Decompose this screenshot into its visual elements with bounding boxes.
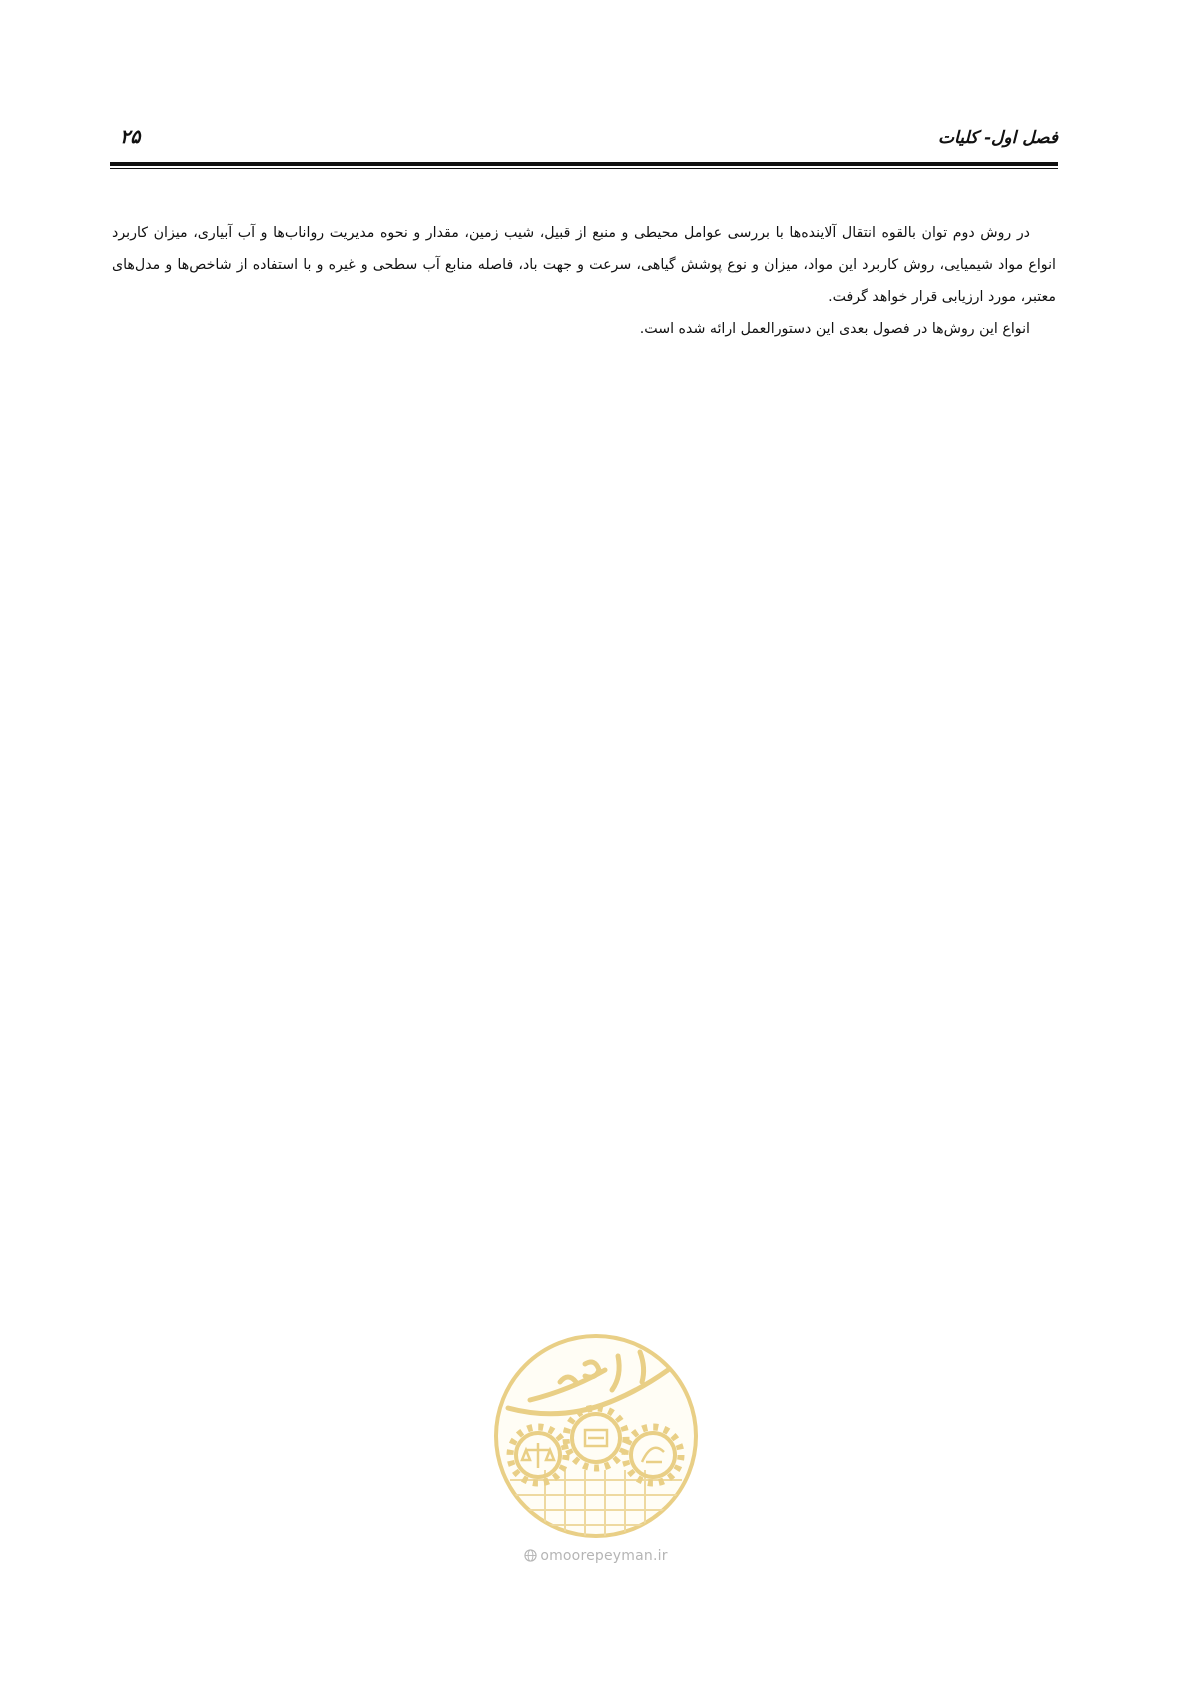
body-text — [112, 217, 1056, 345]
header-rule-thin — [110, 168, 1058, 169]
paragraph: انواع این روش‌ها در فصول بعدی این دستورالعمل ارائه شده است. — [639, 321, 1030, 337]
watermark-logo — [490, 1330, 702, 1542]
page-number: ۲۵ — [120, 126, 141, 148]
chapter-title: فصل اول- کلیات — [938, 128, 1058, 148]
globe-icon — [524, 1549, 537, 1562]
watermark-url — [486, 1548, 706, 1564]
running-header — [110, 128, 1058, 158]
paragraph: در روش دوم توان بالقوه انتقال آلاینده‌ها با بررسی عوامل محیطی و منبع از قبیل، شیب زمین، مقدار و نحوه مدیریت رواناب‌ها و آب آبیاری، میزان کاربرد انواع مواد شیمیایی، روش کاربرد این مواد، میزان و نوع پوشش گیاهی، سرعت و جهت باد، فاصله منابع آب سطحی و غیره و با استفاده از شاخص‌ها و مدل‌های معتبر، مورد ارزیابی قرار خواهد گرفت. — [112, 225, 1056, 305]
watermark-url-text: omoorepeyman.ir — [540, 1548, 668, 1564]
header-rule-thick — [110, 162, 1058, 166]
